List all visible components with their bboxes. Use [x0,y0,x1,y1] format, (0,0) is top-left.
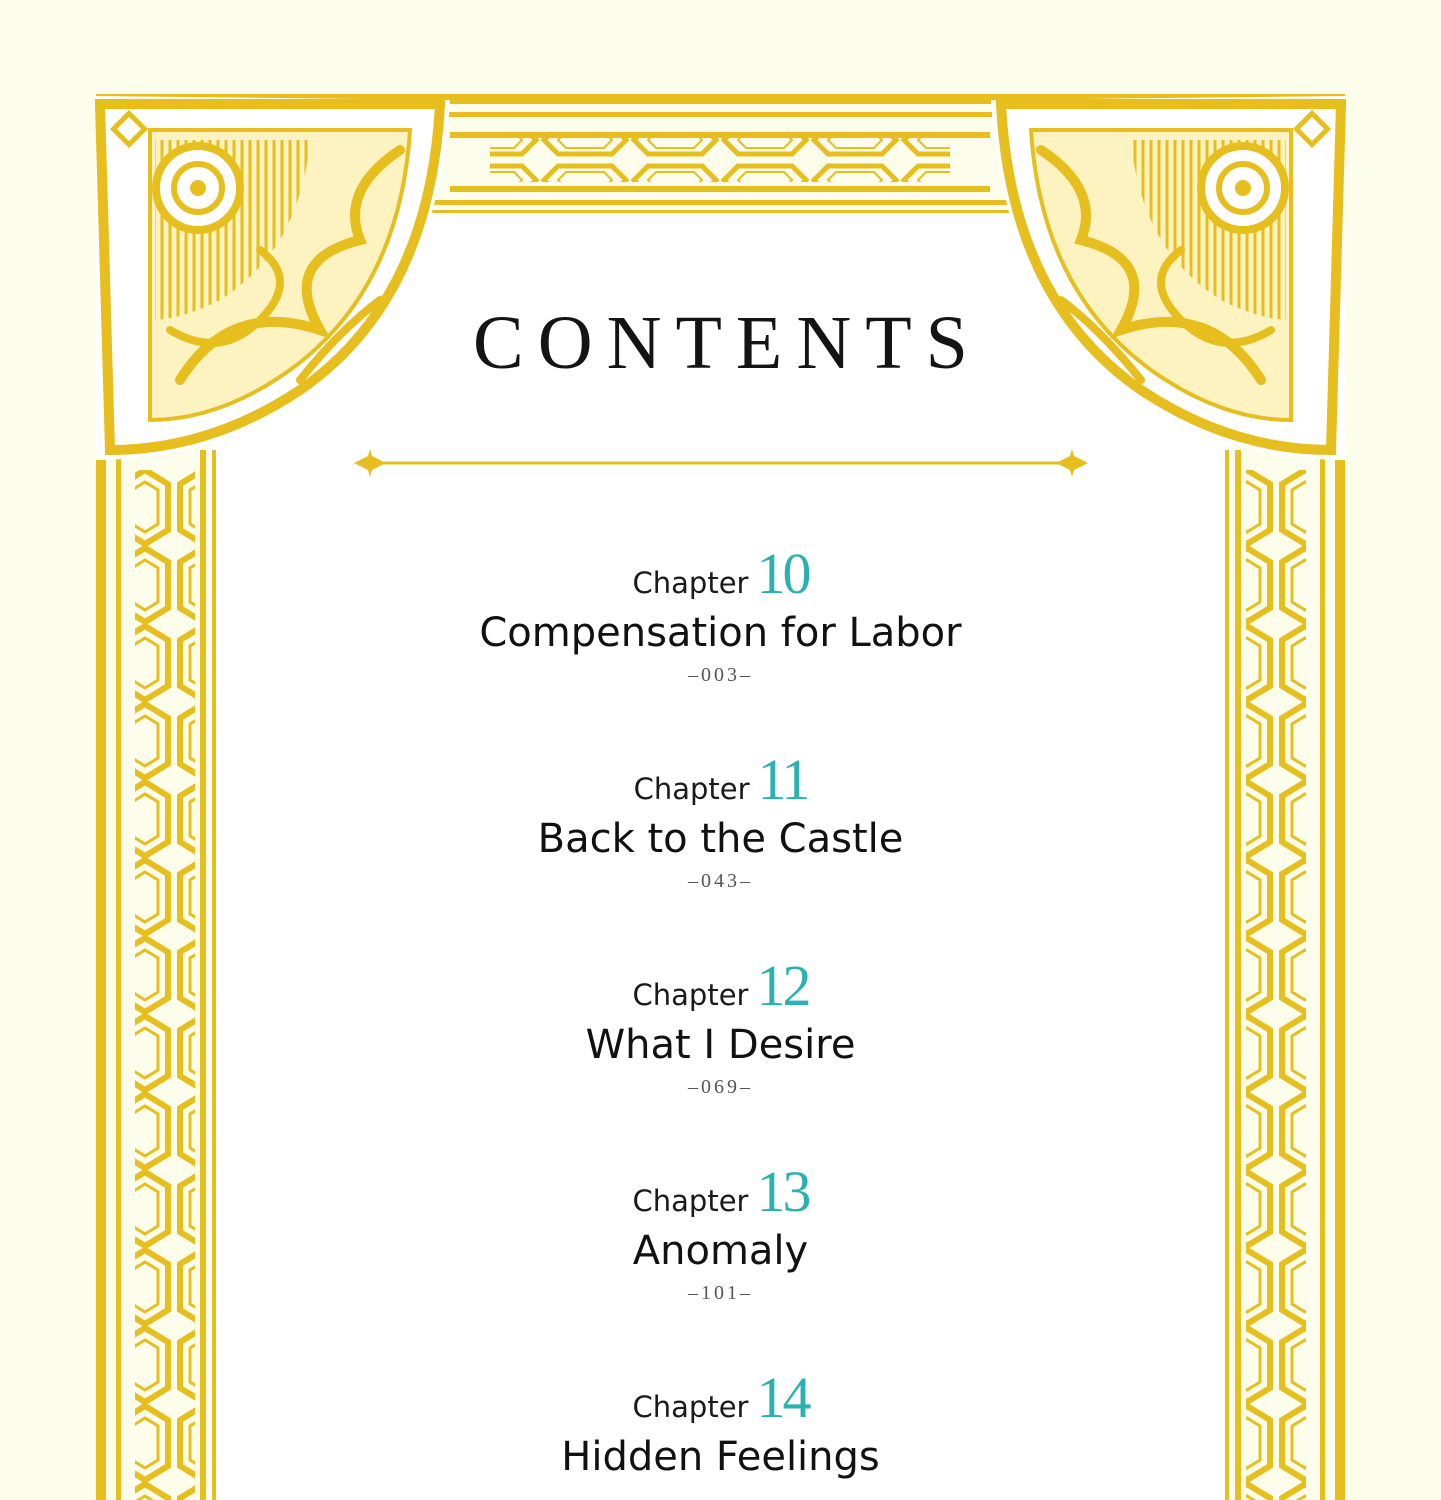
chapter-label: Chapter [632,978,749,1012]
chapter-title: Back to the Castle [537,816,904,862]
chapter-page-number: –043– [688,870,753,892]
chapter-page-number: –069– [688,1076,753,1098]
chapter-label: Chapter [633,772,750,806]
contents-heading: CONTENTS [473,301,982,385]
chapter-title: Hidden Feelings [561,1434,880,1480]
chapter-entry[interactable] [0,1365,1441,1482]
chapter-title: Anomaly [632,1228,809,1274]
chapter-label: Chapter [632,1184,749,1218]
chapter-label: Chapter [632,566,749,600]
chapter-entry[interactable] [0,747,1441,893]
chapter-number: 11 [757,747,808,812]
chapter-page-number: –003– [688,664,753,686]
chapter-number: 14 [756,1365,809,1430]
chapter-title: Compensation for Labor [479,610,962,656]
chapter-page-number: –101– [688,1282,753,1304]
chapter-entry[interactable] [0,1159,1441,1305]
chapter-number: 12 [756,953,809,1018]
chapter-entry[interactable] [0,953,1441,1099]
chapter-number: 10 [756,541,809,606]
chapter-label: Chapter [632,1390,749,1424]
chapter-title: What I Desire [585,1022,856,1068]
chapter-number: 13 [756,1159,809,1224]
chapter-entry[interactable] [0,541,1441,687]
